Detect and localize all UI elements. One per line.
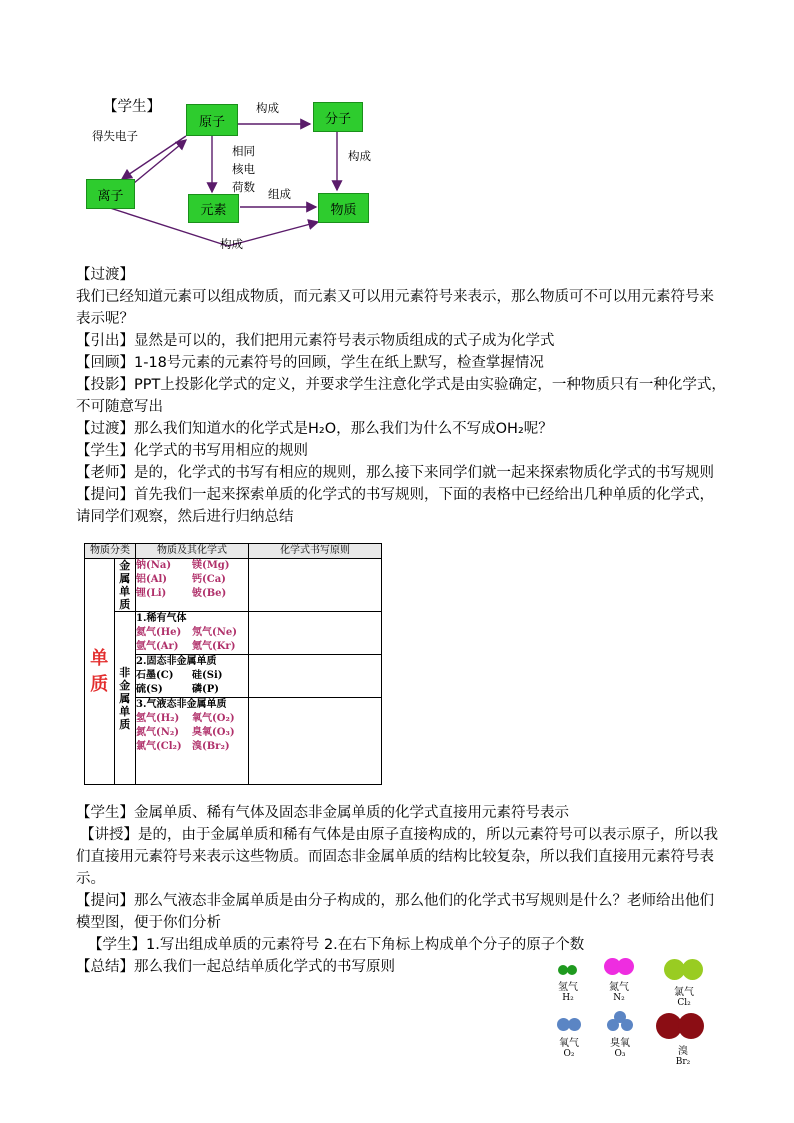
label-gain-lose: 得失电子 — [92, 129, 138, 143]
table-group-title: 2.固态非金属单质 — [136, 656, 217, 667]
table-rule-cell — [249, 698, 382, 785]
table-row: 氮气(N₂) 臭氧(O₃) — [136, 727, 235, 738]
arrow-ion-atom — [128, 140, 186, 188]
node-atom: 原子 — [186, 104, 238, 136]
table-row: 铝(Al) 钙(Ca) — [136, 574, 226, 585]
molecule-h2-label: 氢气 H₂ — [558, 982, 578, 1003]
label-same-charge: 相同 核电 荷数 — [232, 144, 255, 194]
para-projection: 【投影】PPT上投影化学式的定义，并要求学生注意化学式是由实验确定，一种物质只有一种化学式，不可随意写出 — [76, 377, 726, 415]
label-compose-bottom: 构成 — [220, 237, 243, 251]
para-review: 【回顾】1-18号元素的元素符号的回顾，学生在纸上默写，检查掌握情况 — [76, 355, 544, 371]
para-teacher: 【老师】是的，化学式的书写有相应的规则，那么接下来同学们就一起来探索物质化学式的书写规则 — [76, 465, 714, 481]
element-table — [84, 543, 382, 785]
table-group3-cell — [136, 698, 249, 785]
table-row: 钠(Na) 镁(Mg) — [136, 560, 230, 571]
table-header-rules: 化学式书写原则 — [249, 544, 382, 559]
table-row: 氦气(He) 氖气(Ne) — [136, 627, 237, 638]
para-transition-tag: 【过渡】 — [76, 267, 134, 283]
para-summary: 【总结】那么我们一起总结单质化学式的书写原则 — [76, 959, 395, 975]
para-student-2: 【学生】金属单质、稀有气体及固态非金属单质的化学式直接用元素符号表示 — [76, 805, 569, 821]
table-group-title: 1.稀有气体 — [136, 613, 187, 624]
table-rule-cell — [249, 655, 382, 698]
molecule-br2-label: 溴 Br₂ — [675, 1046, 691, 1067]
label-compose-right: 构成 — [348, 149, 371, 163]
molecule-cl2-label: 氯气 Cl₂ — [674, 987, 694, 1008]
table-row: 锂(Li) 铍(Be) — [136, 588, 227, 599]
molecule-o2-label: 氧气 O₂ — [559, 1038, 579, 1059]
table-big-label: 单质 — [85, 559, 115, 785]
table-header-category: 物质分类 — [85, 544, 136, 559]
molecule-br2-atom — [678, 1013, 704, 1039]
node-molecule: 分子 — [313, 102, 363, 132]
diagram-tag: 【学生】 — [103, 99, 161, 115]
table-nonmetal-label: 非金属单质 — [114, 612, 135, 785]
para-lecture: 【讲授】是的，由于金属单质和稀有气体是由原子直接构成的，所以元素符号可以表示原子，所以我们直接用元素符号来表示这些物质。而固态非金属单质的结构比较复杂，所以我们直接用元素符号表示。 — [76, 827, 718, 887]
para-question: 【提问】首先我们一起来探索单质的化学式的书写规则，下面的表格中已经给出几种单质的化学式，请同学们观察，然后进行归纳总结 — [76, 487, 714, 525]
para-introduce: 【引出】显然是可以的，我们把用元素符号表示物质组成的式子成为化学式 — [76, 333, 555, 349]
table-group2-cell — [136, 655, 249, 698]
table-metals-cell — [136, 559, 249, 612]
table-row: 氯气(Cl₂) 溴(Br₂) — [136, 741, 230, 752]
table-rule-cell — [249, 612, 382, 655]
para-student-3: 【学生】1.写出组成单质的元素符号 2.在右下角标上构成单个分子的原子个数 — [88, 937, 585, 953]
table-header-substances: 物质及其化学式 — [136, 544, 249, 559]
table-row: 氩气(Ar) 氪气(Kr) — [136, 641, 236, 652]
molecule-h2-atom — [567, 965, 577, 975]
molecule-o3-label: 臭氧 O₃ — [610, 1038, 630, 1059]
text-block-2 — [76, 802, 726, 978]
table-rule-cell — [249, 559, 382, 612]
molecule-cl2-atom — [682, 959, 703, 980]
para-student: 【学生】化学式的书写用相应的规则 — [76, 443, 308, 459]
node-element: 元素 — [188, 194, 239, 223]
text-block-1 — [76, 264, 726, 528]
para-transition-text: 我们已经知道元素可以组成物质，而元素又可以用元素符号来表示，那么物质可不可以用元素符号来表示呢？ — [76, 289, 714, 327]
molecule-n2-atom — [617, 958, 634, 975]
table-row: 石墨(C) 硅(Si) — [136, 670, 223, 681]
table-row: 硫(S) 磷(P) — [136, 684, 219, 695]
molecule-n2-label: 氮气 N₂ — [609, 982, 629, 1003]
molecule-o2-atom — [568, 1018, 581, 1031]
para-question-2: 【提问】那么气液态非金属单质是由分子构成的，那么他们的化学式书写规则是什么？老师给出他们模型图，便于你们分析 — [76, 893, 714, 931]
table-metal-label: 金属单质 — [114, 559, 135, 612]
label-form: 组成 — [268, 187, 291, 201]
para-transition-water: 【过渡】那么我们知道水的化学式是H₂O，那么我们为什么不写成OH₂呢？ — [76, 421, 553, 437]
label-compose-top: 构成 — [256, 101, 279, 115]
table-row: 氢气(H₂) 氧气(O₂) — [136, 713, 235, 724]
table-group1-cell — [136, 612, 249, 655]
molecule-o3-atom — [621, 1019, 633, 1031]
table-group-title: 3.气液态非金属单质 — [136, 699, 227, 710]
node-ion: 离子 — [86, 179, 135, 209]
node-substance: 物质 — [318, 193, 369, 223]
